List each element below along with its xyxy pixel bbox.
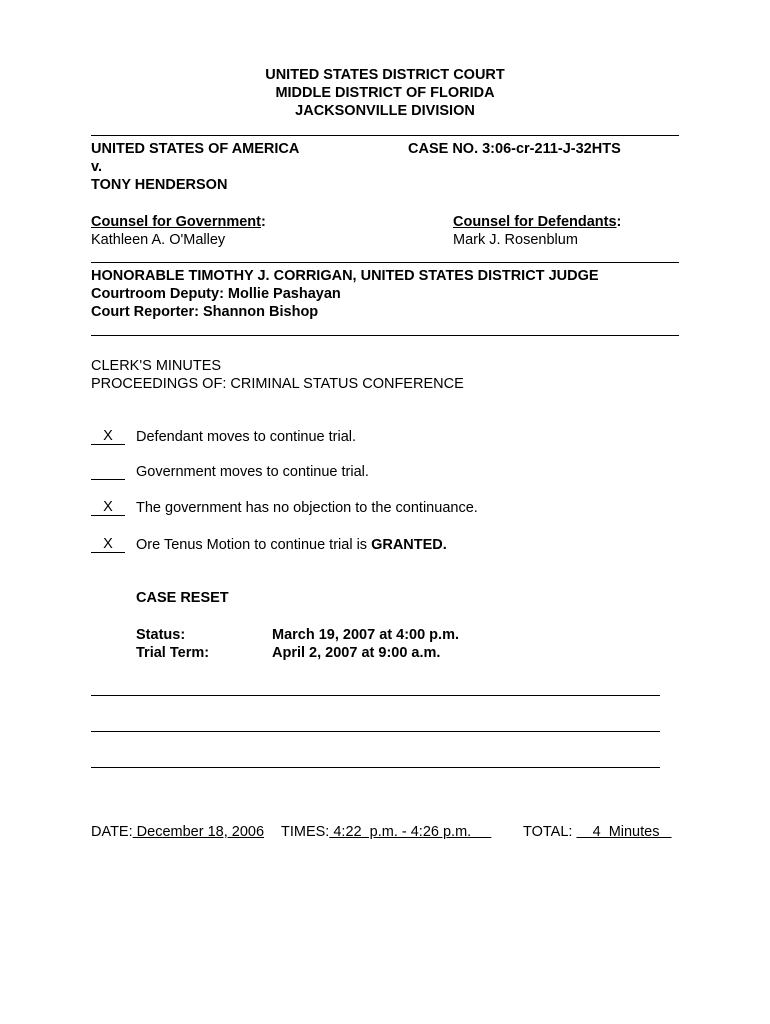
district-name: MIDDLE DISTRICT OF FLORIDA <box>275 85 495 101</box>
reset-values <box>272 626 459 662</box>
times-label: TIMES: <box>281 824 330 840</box>
courtroom-deputy: Courtroom Deputy: Mollie Pashayan <box>91 286 341 302</box>
proceedings-title: PROCEEDINGS OF: CRIMINAL STATUS CONFERENCE <box>91 376 464 392</box>
defendant: TONY HENDERSON <box>91 177 228 193</box>
motion-ruling: GRANTED. <box>371 537 447 553</box>
total-value: 4 Minutes <box>576 824 672 840</box>
court-name: UNITED STATES DISTRICT COURT <box>265 67 505 83</box>
total-label: TOTAL: <box>523 824 573 840</box>
defense-counsel <box>453 213 621 249</box>
motion-text: Ore Tenus Motion to continue trial is <box>136 537 372 553</box>
division-name: JACKSONVILLE DIVISION <box>295 103 475 119</box>
date-label: DATE: <box>91 824 133 840</box>
gov-counsel-name: Kathleen A. O'Malley <box>91 232 226 248</box>
checklist-item-text: Defendant moves to continue trial. <box>136 429 357 445</box>
def-counsel-name: Mark J. Rosenblum <box>453 232 578 248</box>
date-value: December 18, 2006 <box>132 824 265 840</box>
checklist-mark: X <box>91 536 125 553</box>
checklist-mark: X <box>91 428 125 445</box>
gov-counsel-label: Counsel for Government <box>91 214 261 230</box>
trial-term-value: April 2, 2007 at 9:00 a.m. <box>272 645 441 661</box>
government-counsel <box>91 213 266 249</box>
judge: HONORABLE TIMOTHY J. CORRIGAN, UNITED STATES DISTRICT JUDGE <box>91 268 599 284</box>
notes-line <box>91 731 660 732</box>
minutes-heading <box>91 357 464 393</box>
minutes-title: CLERK'S MINUTES <box>91 358 222 374</box>
status-value: March 19, 2007 at 4:00 p.m. <box>272 627 459 643</box>
notes-line <box>91 767 660 768</box>
checklist-mark: X <box>91 499 125 516</box>
notes-line <box>91 695 660 696</box>
status-label: Status: <box>136 627 186 643</box>
court-reporter: Court Reporter: Shannon Bishop <box>91 304 319 320</box>
gov-counsel-colon: : <box>261 214 266 230</box>
hearing-total <box>523 823 672 841</box>
def-counsel-colon: : <box>616 214 622 230</box>
reset-labels <box>136 626 209 662</box>
case-caption <box>91 140 299 194</box>
case-reset-title: CASE RESET <box>136 590 229 606</box>
divider <box>91 335 679 336</box>
hearing-times <box>281 823 491 841</box>
checklist-mark <box>91 463 125 480</box>
divider <box>91 262 679 263</box>
divider <box>91 135 679 136</box>
court-personnel <box>91 267 599 321</box>
case-number: CASE NO. 3:06-cr-211-J-32HTS <box>408 141 621 157</box>
plaintiff: UNITED STATES OF AMERICA <box>91 141 300 157</box>
times-value: 4:22 p.m. - 4:26 p.m. <box>329 824 492 840</box>
hearing-date <box>91 823 264 841</box>
trial-term-label: Trial Term: <box>136 645 210 661</box>
checklist-item-text: Government moves to continue trial. <box>136 464 369 480</box>
versus: v. <box>91 159 103 175</box>
def-counsel-label: Counsel for Defendants <box>453 214 617 230</box>
checklist-item-text <box>136 536 447 554</box>
court-header <box>185 66 585 120</box>
checklist-item-text: The government has no objection to the continuance. <box>136 500 478 516</box>
